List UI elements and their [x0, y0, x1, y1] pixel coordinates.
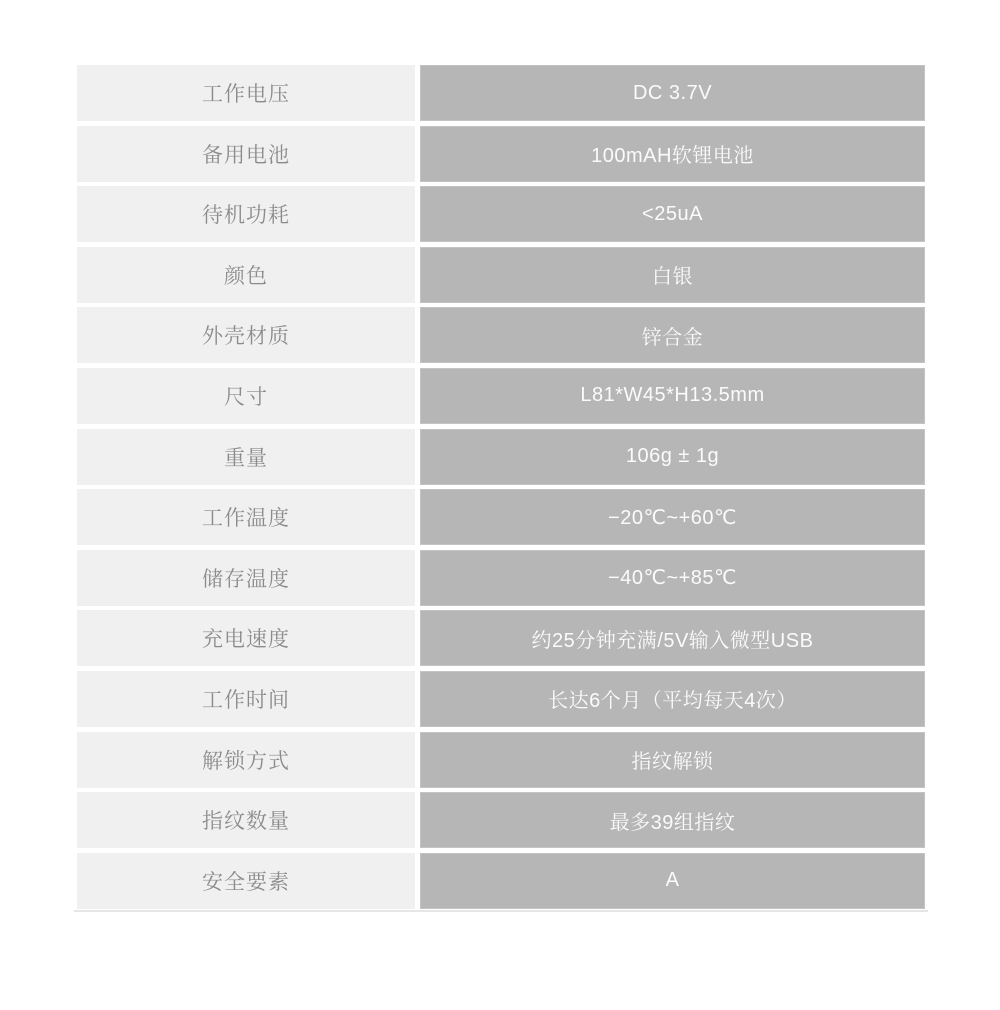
table-row [77, 247, 925, 303]
spec-label: 解锁方式 [77, 732, 415, 788]
spec-value: 锌合金 [420, 307, 925, 363]
spec-value: L81*W45*H13.5mm [420, 368, 925, 424]
spec-label: 待机功耗 [77, 186, 415, 242]
table-row [77, 550, 925, 606]
spec-value: 长达6个月（平均每天4次） [420, 671, 925, 727]
table-row [77, 126, 925, 182]
spec-value: A [420, 853, 925, 909]
table-row [77, 853, 925, 909]
spec-label: 尺寸 [77, 368, 415, 424]
table-row [77, 368, 925, 424]
spec-label: 指纹数量 [77, 792, 415, 848]
table-row [77, 307, 925, 363]
spec-table [77, 65, 925, 909]
spec-label: 工作温度 [77, 489, 415, 545]
spec-label: 储存温度 [77, 550, 415, 606]
table-row [77, 732, 925, 788]
spec-value: 最多39组指纹 [420, 792, 925, 848]
table-row [77, 186, 925, 242]
table-row [77, 671, 925, 727]
spec-value: 指纹解锁 [420, 732, 925, 788]
spec-value: <25uA [420, 186, 925, 242]
table-row [77, 65, 925, 121]
bottom-divider [74, 910, 928, 912]
spec-label: 颜色 [77, 247, 415, 303]
spec-value: 白银 [420, 247, 925, 303]
spec-label: 安全要素 [77, 853, 415, 909]
spec-label: 重量 [77, 429, 415, 485]
spec-value: −20℃~+60℃ [420, 489, 925, 545]
table-row [77, 792, 925, 848]
spec-label: 充电速度 [77, 610, 415, 666]
spec-label: 工作电压 [77, 65, 415, 121]
spec-label: 外壳材质 [77, 307, 415, 363]
table-row [77, 429, 925, 485]
spec-value: 100mAH软锂电池 [420, 126, 925, 182]
spec-value: 约25分钟充满/5V输入微型USB [420, 610, 925, 666]
spec-value: −40℃~+85℃ [420, 550, 925, 606]
table-row [77, 610, 925, 666]
spec-label: 备用电池 [77, 126, 415, 182]
spec-value: DC 3.7V [420, 65, 925, 121]
table-row [77, 489, 925, 545]
spec-label: 工作时间 [77, 671, 415, 727]
spec-value: 106g ± 1g [420, 429, 925, 485]
